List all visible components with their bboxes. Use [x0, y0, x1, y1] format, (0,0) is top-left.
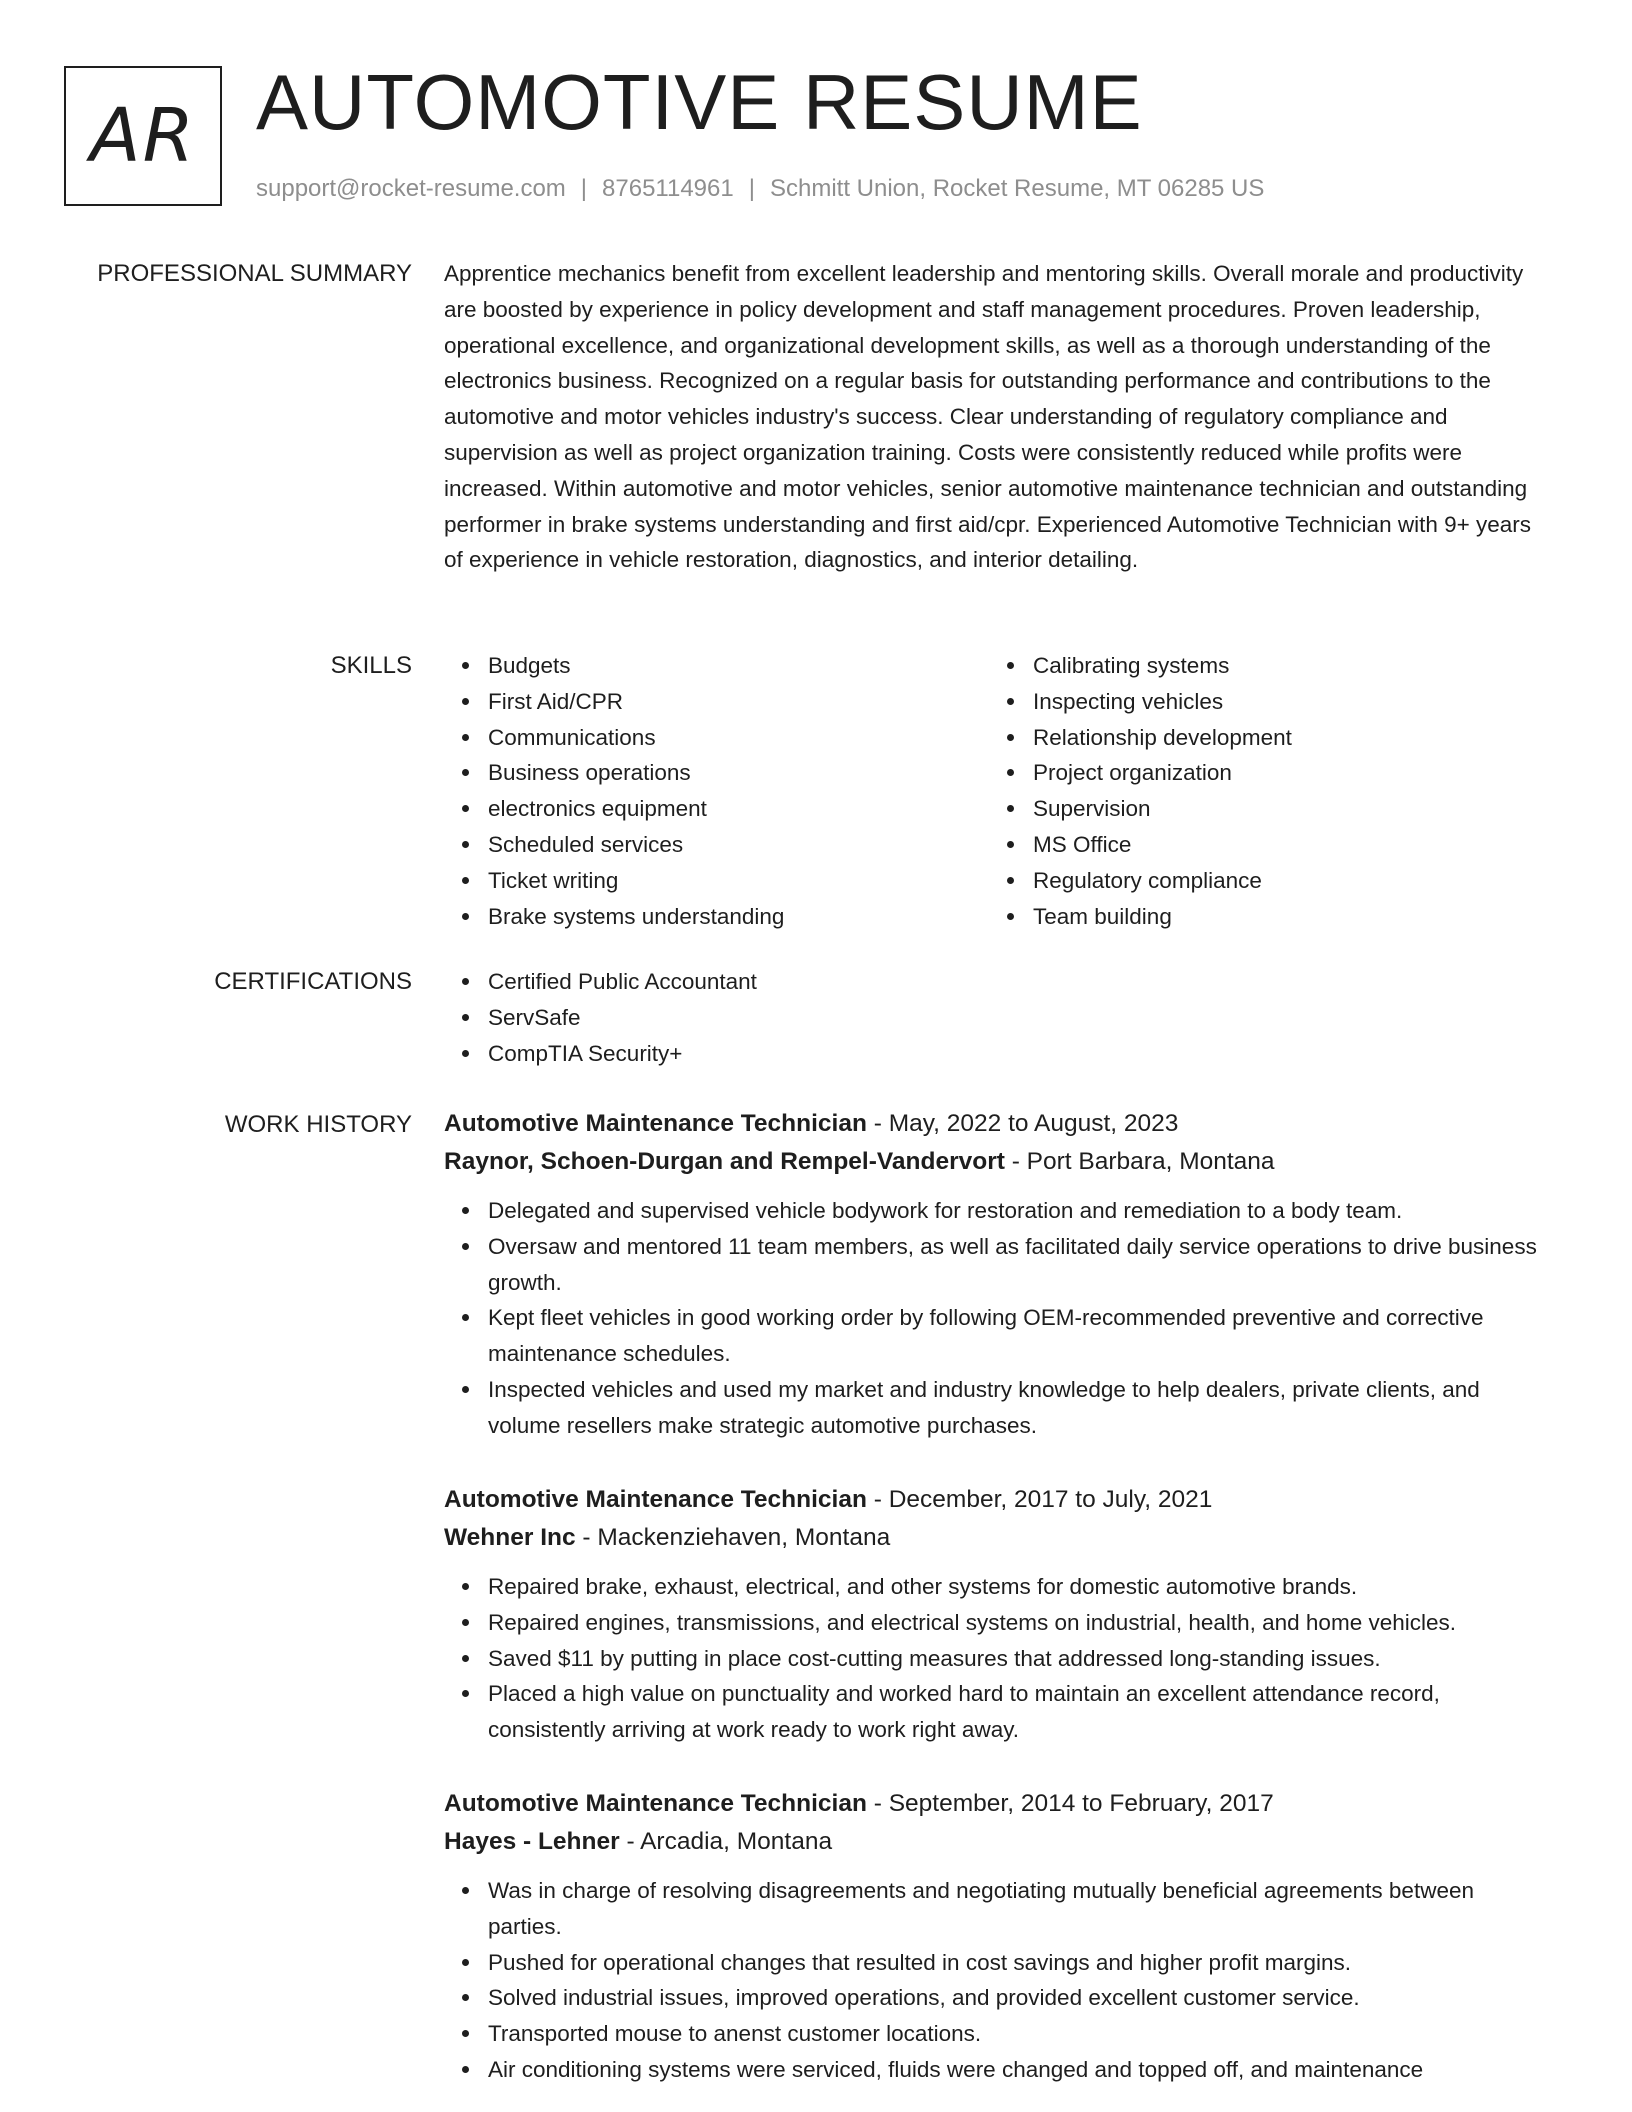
certification-item: ServSafe [488, 1000, 1554, 1036]
skill-item: Inspecting vehicles [1033, 684, 1534, 720]
contact-phone: 8765114961 [602, 175, 734, 202]
skill-item: Project organization [1033, 755, 1534, 791]
job-title-line [444, 1481, 1554, 1519]
job-entry [444, 1785, 1554, 2088]
contact-address: Schmitt Union, Rocket Resume, MT 06285 US [769, 175, 1265, 202]
job-title: Automotive Maintenance Technician [444, 1486, 867, 1513]
job-location: - Mackenziehaven, Montana [575, 1524, 891, 1551]
skill-item: First Aid/CPR [488, 684, 989, 720]
job-duties-list [444, 1569, 1554, 1748]
contact-email: support@rocket-resume.com [256, 175, 566, 202]
skill-item: MS Office [1033, 827, 1534, 863]
job-duty-item: Oversaw and mentored 11 team members, as well as facilitated daily service operations to drive business growth. [488, 1229, 1554, 1301]
job-duty-item: Placed a high value on punctuality and worked hard to maintain an excellent attendance record, consistently arriving at work ready to work right away. [488, 1676, 1554, 1748]
job-title-line [444, 1105, 1554, 1143]
section-label-skills: SKILLS [330, 652, 412, 679]
summary-text: Apprentice mechanics benefit from excellent leadership and mentoring skills. Overall morale and productivity are boosted by experience in policy development and staff management procedures. Proven leadership, operational excellence, and organizational development skills, as well as a thorough understanding of the electronics business. Recognized on a regular basis for outstanding performance and contributions to the automotive and motor vehicles industry's success. Clear understanding of regulatory compliance and supervision as well as project organization training. Costs were consistently reduced while profits were increased. Within automotive and motor vehicles, senior automotive maintenance technician and outstanding performer in brake systems understanding and first aid/cpr. Experienced Automotive Technician with 9+ years of experience in vehicle restoration, diagnostics, and interior detailing. [444, 261, 1532, 573]
skill-item: Supervision [1033, 791, 1534, 827]
job-title: Automotive Maintenance Technician [444, 1790, 867, 1817]
job-duty-item: Inspected vehicles and used my market and industry knowledge to help dealers, private clients, and volume resellers make strategic automotive purchases. [488, 1372, 1554, 1444]
job-duties-list [444, 1193, 1554, 1444]
job-title-line [444, 1785, 1554, 1823]
skill-item: Relationship development [1033, 720, 1534, 756]
job-location: - Port Barbara, Montana [1004, 1148, 1275, 1175]
job-duty-item: Air conditioning systems were serviced, fluids were changed and topped off, and maintenance [488, 2052, 1554, 2088]
job-duty-item: Saved $11 by putting in place cost-cutting measures that addressed long-standing issues. [488, 1641, 1554, 1677]
job-company-line [444, 1823, 1554, 1861]
job-duty-item: Repaired brake, exhaust, electrical, and other systems for domestic automotive brands. [488, 1569, 1554, 1605]
job-dates: - December, 2017 to July, 2021 [866, 1486, 1213, 1513]
job-company-line [444, 1143, 1554, 1181]
skill-item: electronics equipment [488, 791, 989, 827]
skill-item: Regulatory compliance [1033, 863, 1534, 899]
certifications-list [444, 964, 1554, 1071]
monogram-logo [64, 66, 222, 206]
skill-item: Budgets [488, 648, 989, 684]
skill-item: Ticket writing [488, 863, 989, 899]
certification-item: Certified Public Accountant [488, 964, 1554, 1000]
job-duty-item: Was in charge of resolving disagreements and negotiating mutually beneficial agreements between parties. [488, 1873, 1554, 1945]
job-company: Wehner Inc [444, 1524, 576, 1551]
job-duty-item: Transported mouse to anenst customer locations. [488, 2016, 1554, 2052]
job-location: - Arcadia, Montana [619, 1828, 833, 1855]
job-duty-item: Solved industrial issues, improved operations, and provided excellent customer service. [488, 1980, 1554, 2016]
job-company-line [444, 1519, 1554, 1557]
job-entry [444, 1481, 1554, 1748]
skill-item: Team building [1033, 899, 1534, 935]
skill-item: Communications [488, 720, 989, 756]
job-dates: - May, 2022 to August, 2023 [866, 1110, 1179, 1137]
job-duty-item: Pushed for operational changes that resulted in cost savings and higher profit margins. [488, 1945, 1554, 1981]
skill-item: Calibrating systems [1033, 648, 1534, 684]
section-label-certifications: CERTIFICATIONS [214, 968, 412, 995]
skills-list-right [989, 648, 1534, 934]
job-duty-item: Repaired engines, transmissions, and electrical systems on industrial, health, and home vehicles. [488, 1605, 1554, 1641]
contact-line [256, 174, 1264, 204]
job-duties-list [444, 1873, 1554, 2088]
job-dates: - September, 2014 to February, 2017 [866, 1790, 1274, 1817]
skills-list-left [444, 648, 989, 934]
job-company: Raynor, Schoen-Durgan and Rempel-Vandervort [444, 1148, 1005, 1175]
job-duty-item: Delegated and supervised vehicle bodywork for restoration and remediation to a body team. [488, 1193, 1554, 1229]
job-title: Automotive Maintenance Technician [444, 1110, 867, 1137]
contact-separator: | [748, 175, 755, 202]
skill-item: Scheduled services [488, 827, 989, 863]
skill-item: Business operations [488, 755, 989, 791]
job-entry [444, 1105, 1554, 1444]
job-company: Hayes - Lehner [444, 1828, 620, 1855]
skill-item: Brake systems understanding [488, 899, 989, 935]
contact-separator: | [580, 175, 588, 202]
job-duty-item: Kept fleet vehicles in good working order by following OEM-recommended preventive and corrective maintenance schedules. [488, 1300, 1554, 1372]
certification-item: CompTIA Security+ [488, 1036, 1554, 1072]
section-label-summary: PROFESSIONAL SUMMARY [97, 260, 412, 287]
resume-title: AUTOMOTIVE RESUME [256, 58, 1143, 146]
section-label-work-history: WORK HISTORY [224, 1111, 412, 1138]
monogram-initials: AR [89, 93, 197, 179]
